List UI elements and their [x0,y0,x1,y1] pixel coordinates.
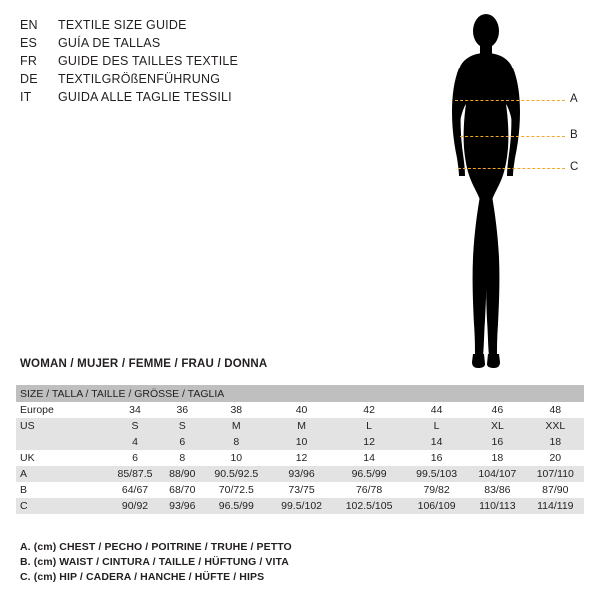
table-header-label: SIZE / TALLA / TAILLE / GRÖSSE / TAGLIA [16,385,584,402]
cell: 36 [162,402,203,418]
cell: 38 [203,402,271,418]
cell: 106/109 [405,498,468,514]
row-label [16,434,108,450]
measure-label-a: A [570,93,578,105]
cell: 76/78 [333,482,405,498]
cell: 10 [203,450,271,466]
cell: 102.5/105 [333,498,405,514]
cell: 83/86 [468,482,527,498]
language-code: ES [20,36,38,50]
cell: XL [468,418,527,434]
cell: L [405,418,468,434]
cell: 16 [405,450,468,466]
row-label: B [16,482,108,498]
language-code: IT [20,90,32,104]
cell: 99.5/103 [405,466,468,482]
cell: 88/90 [162,466,203,482]
size-table [16,385,584,514]
language-title: TEXTILGRÖßENFÜHRUNG [58,72,221,86]
row-label: US [16,418,108,434]
language-row [20,52,350,70]
table-row [16,466,584,482]
table-row [16,418,584,434]
cell: 64/67 [108,482,162,498]
cell: M [270,418,333,434]
cell: 6 [162,434,203,450]
measure-line-b [460,136,565,137]
cell: 114/119 [527,498,584,514]
cell: 10 [270,434,333,450]
language-title: GUIDA ALLE TAGLIE TESSILI [58,90,232,104]
language-code: DE [20,72,38,86]
cell: 48 [527,402,584,418]
language-code: FR [20,54,38,68]
row-label: UK [16,450,108,466]
cell: 90/92 [108,498,162,514]
table-row [16,482,584,498]
measure-line-c [458,168,565,169]
language-list [20,16,350,106]
measure-line-a [455,100,565,101]
language-row [20,34,350,52]
female-silhouette-icon [400,8,590,373]
cell: S [162,418,203,434]
cell: 8 [162,450,203,466]
table-row [16,450,584,466]
cell: 96.5/99 [203,498,271,514]
cell: 107/110 [527,466,584,482]
cell: 14 [333,450,405,466]
cell: 14 [405,434,468,450]
cell: 96.5/99 [333,466,405,482]
cell: L [333,418,405,434]
cell: 68/70 [162,482,203,498]
cell: 18 [527,434,584,450]
cell: 4 [108,434,162,450]
language-row [20,88,350,106]
cell: 8 [203,434,271,450]
cell: S [108,418,162,434]
row-label: A [16,466,108,482]
row-label: C [16,498,108,514]
cell: 93/96 [270,466,333,482]
language-row [20,16,350,34]
row-label: Europe [16,402,108,418]
language-title: GUIDE DES TAILLES TEXTILE [58,54,239,68]
measure-label-b: B [570,129,578,141]
cell: 99.5/102 [270,498,333,514]
cell: 16 [468,434,527,450]
table-row [16,434,584,450]
cell: 18 [468,450,527,466]
cell: 73/75 [270,482,333,498]
table-row [16,498,584,514]
cell: 110/113 [468,498,527,514]
cell: 46 [468,402,527,418]
cell: 85/87.5 [108,466,162,482]
body-figure [400,8,590,373]
table-header-row [16,385,584,402]
cell: 90.5/92.5 [203,466,271,482]
cell: 70/72.5 [203,482,271,498]
note-line: B. (cm) WAIST / CINTURA / TAILLE / HÜFTUNG / VITA [20,556,289,568]
cell: XXL [527,418,584,434]
cell: 104/107 [468,466,527,482]
note-line: C. (cm) HIP / CADERA / HANCHE / HÜFTE / HIPS [20,571,265,583]
measure-label-c: C [570,161,579,173]
cell: 87/90 [527,482,584,498]
note-line: A. (cm) CHEST / PECHO / POITRINE / TRUHE / PETTO [20,541,292,553]
cell: 44 [405,402,468,418]
cell: 12 [333,434,405,450]
cell: 20 [527,450,584,466]
language-row [20,70,350,88]
cell: 79/82 [405,482,468,498]
cell: 34 [108,402,162,418]
table-row [16,402,584,418]
cell: M [203,418,271,434]
language-title: TEXTILE SIZE GUIDE [58,18,187,32]
cell: 42 [333,402,405,418]
language-code: EN [20,18,38,32]
measurement-notes [20,540,440,585]
language-title: GUÍA DE TALLAS [58,36,161,50]
cell: 40 [270,402,333,418]
cell: 93/96 [162,498,203,514]
section-title: WOMAN / MUJER / FEMME / FRAU / DONNA [20,358,268,370]
cell: 12 [270,450,333,466]
cell: 6 [108,450,162,466]
